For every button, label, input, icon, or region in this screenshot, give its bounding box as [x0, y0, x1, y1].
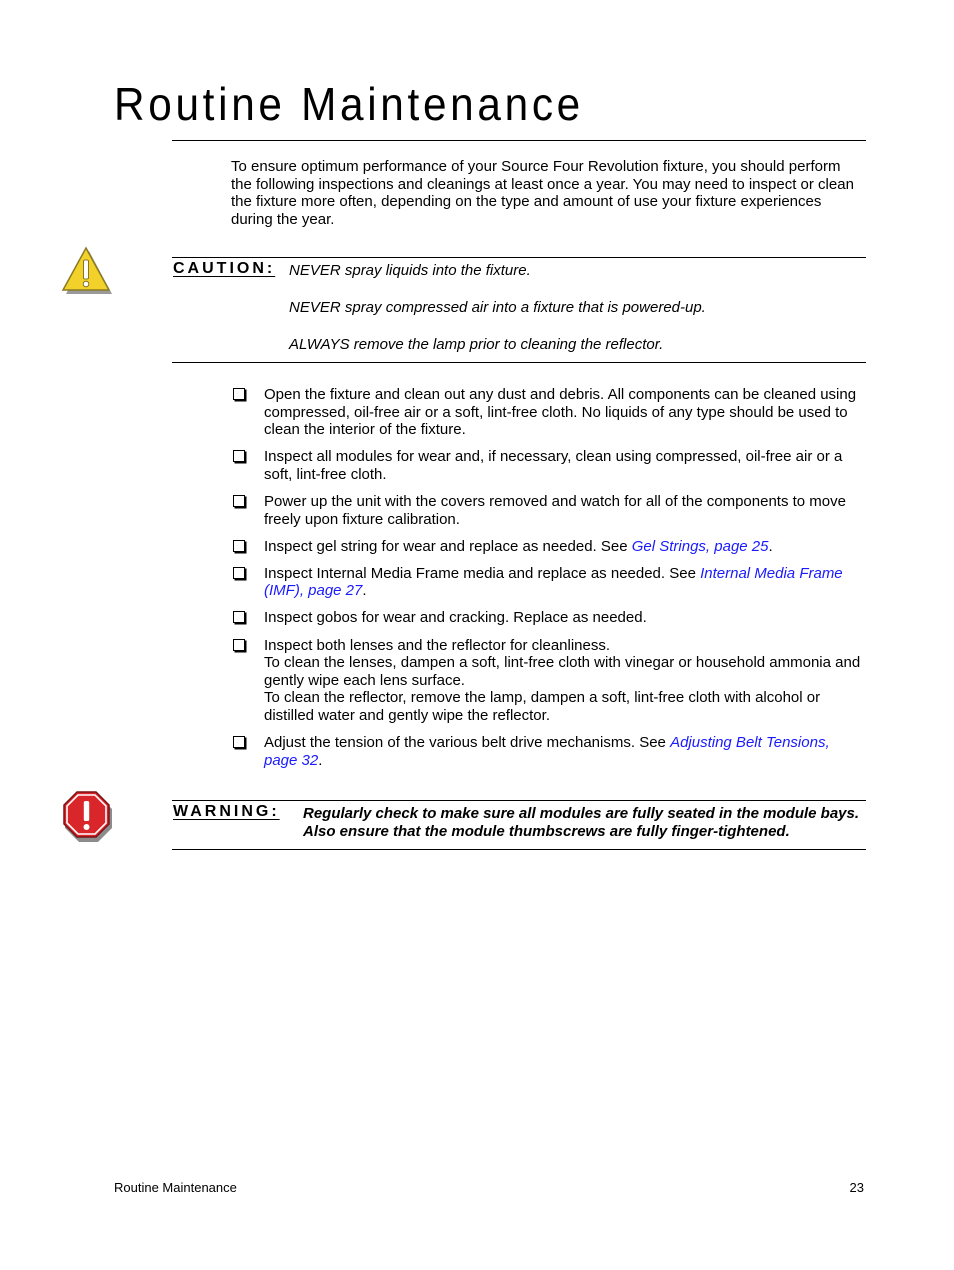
list-item: Adjust the tension of the various belt drive mechanisms. See Adjusting Belt Tensions, page 32.	[231, 734, 867, 769]
checkbox-icon	[233, 450, 245, 462]
list-item: Inspect all modules for wear and, if necessary, clean using compressed, oil-free air or a soft, lint-free cloth.	[231, 448, 867, 483]
caution-bottom-divider	[172, 362, 866, 363]
maintenance-checklist	[231, 386, 867, 779]
list-item: Inspect gobos for wear and cracking. Replace as needed.	[231, 609, 867, 627]
gel-strings-link[interactable]: Gel Strings, page 25	[631, 537, 769, 555]
warning-label: WARNING:	[173, 803, 280, 820]
footer-section-name: Routine Maintenance	[114, 1180, 237, 1195]
list-item: Inspect gel string for wear and replace as needed. See Gel Strings, page 25.	[231, 538, 867, 556]
footer-page-number: 23	[849, 1180, 864, 1195]
caution-line: NEVER spray compressed air into a fixture that is powered-up.	[289, 299, 706, 316]
warning-bottom-divider	[172, 849, 866, 850]
page-title: Routine Maintenance	[114, 78, 584, 130]
checkbox-icon	[233, 495, 245, 507]
warning-stop-icon	[62, 790, 114, 842]
list-item: Inspect Internal Media Frame media and replace as needed. See Internal Media Frame (IMF), page 27.	[231, 565, 867, 600]
title-divider	[172, 140, 866, 141]
checkbox-icon	[233, 388, 245, 400]
caution-line: ALWAYS remove the lamp prior to cleaning the reflector.	[289, 336, 664, 353]
checkbox-icon	[233, 611, 245, 623]
list-item: Power up the unit with the covers removed and watch for all of the components to move freely upon fixture calibration.	[231, 493, 867, 528]
intro-paragraph: To ensure optimum performance of your Source Four Revolution fixture, you should perform the following inspections and cleanings at least once a year. You may need to inspect or clean the fixture more often, depending on the type and amount of use your fixture experiences during the year.	[231, 158, 854, 228]
imf-link[interactable]: Internal Media Frame (IMF), page 27	[264, 564, 843, 600]
warning-text: Regularly check to make sure all modules are fully seated in the module bays. Also ensure that the module thumbscrews are fully finger-tightened.	[303, 805, 860, 840]
checkbox-icon	[233, 567, 245, 579]
belt-tensions-link[interactable]: Adjusting Belt Tensions, page 32	[264, 734, 830, 769]
list-item: Open the fixture and clean out any dust and debris. All components can be cleaned using compressed, oil-free air or a soft, lint-free cloth. No liquids of any type should be used to clean the interior of the fixture.	[231, 386, 867, 439]
list-item: Inspect both lenses and the reflector for cleanliness. To clean the lenses, dampen a soft, lint-free cloth with vinegar or household ammonia and gently wipe each lens surface. To clean the reflector, remove the lamp, dampen a soft, lint-free cloth with alcohol or distilled water and gently wipe the reflector.	[231, 637, 867, 725]
caution-top-divider	[172, 257, 866, 258]
checkbox-icon	[233, 736, 245, 748]
caution-triangle-icon	[60, 246, 112, 296]
caution-label: CAUTION:	[173, 260, 276, 277]
checkbox-icon	[233, 639, 245, 651]
warning-top-divider	[172, 800, 866, 801]
caution-line: NEVER spray liquids into the fixture.	[289, 262, 531, 279]
checkbox-icon	[233, 540, 245, 552]
